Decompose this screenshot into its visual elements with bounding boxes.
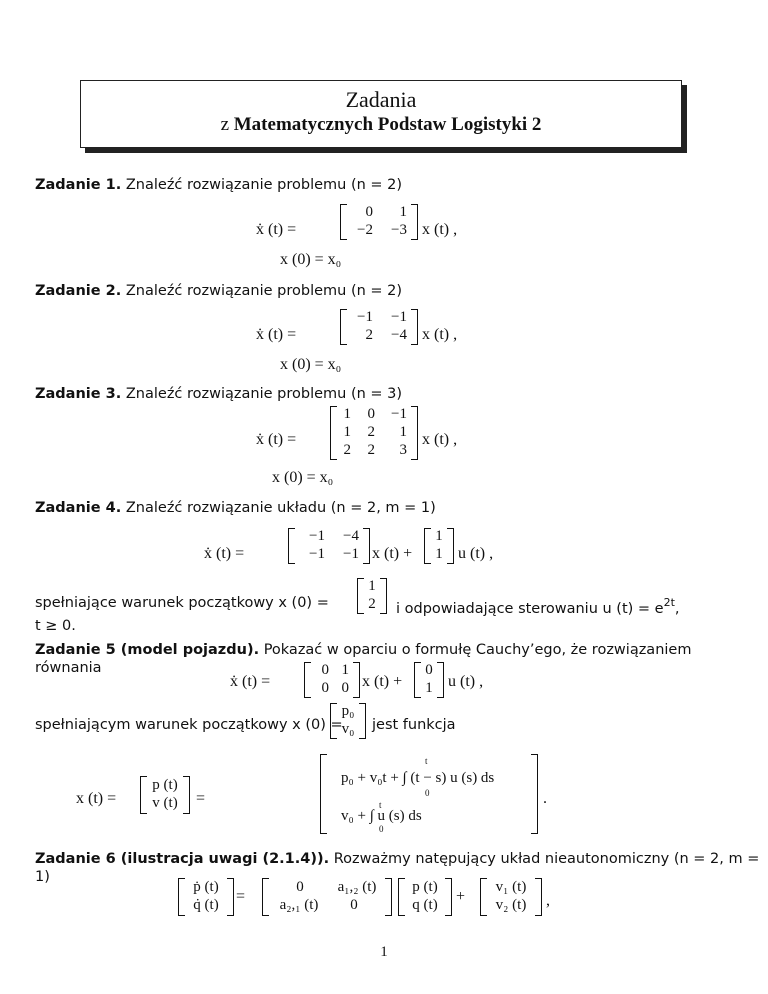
matrix-cell: 2 [367, 442, 375, 458]
task-5-mid: x (t) + [362, 673, 403, 690]
task-5-sol-vector [140, 776, 190, 814]
task-6-lhs-vector [178, 878, 234, 916]
cond-text: i odpowiadające sterowaniu u (t) = e [396, 601, 664, 617]
task-1-heading [35, 176, 402, 194]
vector-cell: v₀ [341, 721, 355, 737]
task-4-matrix [288, 528, 370, 564]
matrix-cell: 0 [350, 897, 358, 913]
task-6-v-vector [480, 878, 542, 916]
matrix-cell: 1 [399, 424, 407, 440]
cond-tail: , [674, 601, 680, 617]
matrix-cell: −3 [391, 222, 407, 238]
task-1-label: Zadanie 1. [35, 177, 122, 193]
vector-cell: p (t) [412, 879, 438, 895]
task-5-sol-eq: = [196, 790, 206, 807]
task-6-text: Rozważmy natępujący układ nieautonomiczny (n = 2, m = 1) [35, 851, 760, 885]
matrix-cell: 0 [321, 680, 329, 696]
matrix-cell: 1 [343, 424, 351, 440]
page-number: 1 [380, 944, 388, 960]
task-6-x-vector [398, 878, 452, 916]
task-5-sol-lhs: x (t) = [76, 790, 117, 807]
vector-cell: v (t) [152, 795, 178, 811]
vector-cell: p (t) [152, 777, 178, 793]
vector-cell: 1 [425, 680, 433, 696]
task-1-matrix [340, 204, 418, 240]
cond-exponent: 2t [663, 596, 675, 609]
task-3-matrix [330, 406, 418, 460]
matrix-cell: −1 [309, 546, 325, 562]
task-1-text: Znaleźć rozwiązanie problemu (n = 2) [125, 177, 403, 193]
vector-cell: 1 [435, 528, 443, 544]
title-prefix: z [220, 114, 229, 135]
task-3-init: x (0) = x₀ [272, 469, 334, 486]
task-2-label: Zadanie 2. [35, 283, 122, 299]
vector-cell: p₀ [341, 703, 355, 719]
task-5-text2: równania [35, 660, 102, 676]
matrix-cell: −4 [391, 327, 407, 343]
task-2-heading [35, 282, 402, 300]
task-4-cond-line2: t ≥ 0. [35, 618, 76, 634]
task-1-rhs: x (t) , [422, 221, 458, 238]
matrix-cell: −4 [343, 528, 359, 544]
task-5-cond-suffix: jest funkcja [372, 717, 456, 733]
matrix-cell: a₁,₂ (t) [337, 879, 377, 895]
int-upper: t [379, 800, 382, 810]
task-5-label: Zadanie 5 (model pojazdu). [35, 642, 260, 658]
task-4-label: Zadanie 4. [35, 500, 122, 516]
task-5-heading [35, 641, 691, 659]
vector-cell: 2 [368, 596, 376, 612]
matrix-cell: −1 [309, 528, 325, 544]
task-5-rhs: u (t) , [448, 673, 484, 690]
task-1-init: x (0) = x₀ [280, 251, 342, 268]
vector-cell: ṗ (t) [193, 879, 219, 895]
matrix-cell: 0 [321, 662, 329, 678]
vector-cell: q (t) [412, 897, 438, 913]
matrix-cell: 0 [365, 204, 373, 220]
int-lower: 0 [379, 824, 384, 834]
task-3-heading [35, 385, 402, 403]
matrix-cell: 0 [367, 406, 375, 422]
task-2-rhs: x (t) , [422, 326, 458, 343]
task-5-text: Pokazać w oparciu o formułę Cauchy’ego, że rozwiązaniem [263, 642, 692, 658]
matrix-cell: −1 [391, 309, 407, 325]
matrix-cell: 1 [399, 204, 407, 220]
task-4-heading [35, 499, 436, 517]
task-4-rhs: u (t) , [458, 545, 494, 562]
task-5-lhs: ẋ (t) = [230, 673, 271, 690]
matrix-cell: 3 [399, 442, 407, 458]
task-3-rhs: x (t) , [422, 431, 458, 448]
task-5-sol-matrix [320, 754, 538, 834]
matrix-cell: −1 [343, 546, 359, 562]
task-4-mid: x (t) + [372, 545, 413, 562]
matrix-cell: 2 [343, 442, 351, 458]
task-5-cond-prefix: spełniającym warunek początkowy x (0) = [35, 717, 343, 733]
title-course: Matematycznych Podstaw Logistyki 2 [233, 114, 542, 135]
task-2-lhs: ẋ (t) = [256, 326, 297, 343]
matrix-cell: 1 [341, 662, 349, 678]
task-5-bvector [414, 662, 444, 698]
matrix-cell: −1 [391, 406, 407, 422]
task-4-text: Znaleźć rozwiązanie układu (n = 2, m = 1) [125, 500, 436, 516]
task-5-matrix [304, 662, 360, 698]
task-4-lhs: ẋ (t) = [204, 545, 245, 562]
task-5-cond-vector [330, 703, 366, 739]
title-box [80, 80, 682, 148]
title-line-1: Zadania [345, 87, 417, 112]
vector-cell: q̇ (t) [193, 897, 219, 913]
matrix-cell: 2 [367, 424, 375, 440]
task-4-cond-suffix [396, 594, 680, 618]
vector-cell: 0 [425, 662, 433, 678]
task-3-label: Zadanie 3. [35, 386, 122, 402]
task-6-label: Zadanie 6 (ilustracja uwagi (2.1.4)). [35, 851, 330, 867]
matrix-cell: −1 [357, 309, 373, 325]
task-1-lhs: ẋ (t) = [256, 221, 297, 238]
task-6-end: , [546, 892, 550, 909]
task-4-cond-prefix: spełniające warunek początkowy x (0) = [35, 595, 329, 611]
vector-cell: 1 [435, 546, 443, 562]
task-3-text: Znaleźć rozwiązanie problemu (n = 3) [125, 386, 403, 402]
task-3-lhs: ẋ (t) = [256, 431, 297, 448]
matrix-cell: −2 [357, 222, 373, 238]
task-6-eq: = [236, 888, 246, 905]
sol-row-2: v₀ + ∫ u (s) ds [341, 808, 422, 824]
task-4-cond-vector [357, 578, 387, 614]
vector-cell: 1 [368, 578, 376, 594]
vector-cell: v₁ (t) [495, 879, 527, 895]
sol-row-1: p₀ + v₀t + ∫ (t − s) u (s) ds [341, 770, 495, 786]
int-lower: 0 [425, 788, 430, 798]
vector-cell: v₂ (t) [495, 897, 527, 913]
task-2-matrix [340, 309, 418, 345]
task-4-bvector [424, 528, 454, 564]
task-2-init: x (0) = x₀ [280, 356, 342, 373]
task-2-text: Znaleźć rozwiązanie problemu (n = 2) [125, 283, 403, 299]
matrix-cell: 0 [341, 680, 349, 696]
matrix-cell: a₂,₁ (t) [279, 897, 319, 913]
task-5-sol-end: . [543, 790, 547, 807]
matrix-cell: 1 [343, 406, 351, 422]
task-6-matrix [262, 878, 392, 916]
matrix-cell: 0 [296, 879, 304, 895]
title-line-2 [81, 113, 681, 137]
task-6-plus: + [456, 888, 466, 905]
int-upper: t [425, 756, 428, 766]
matrix-cell: 2 [365, 327, 373, 343]
